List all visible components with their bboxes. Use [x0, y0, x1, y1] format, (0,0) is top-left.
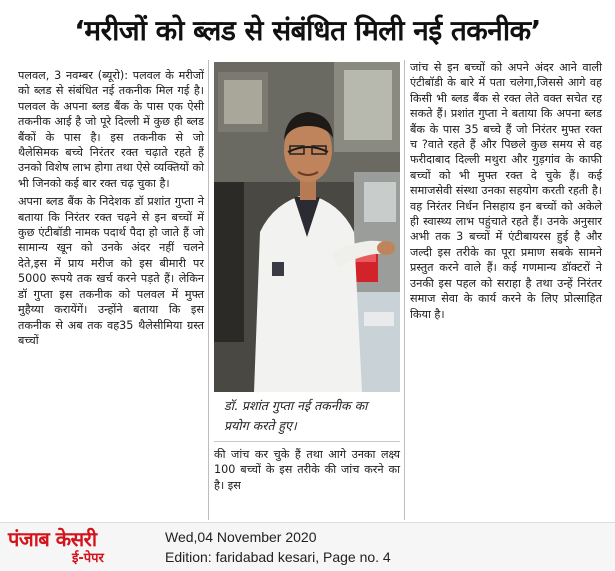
article-paragraph: जांच से इन बच्चों को अपने अंदर आने वाली एंटीबॉडी के बारे में पता चलेगा,जिससे आगे वह किसी भी ब्लड बैंक से रक्त लेते वक्त सचेत रह सकते हैं। प्रशांत गुप्ता ने बताया कि अपना ब्लड बैंक के पास 35 बच्चे हैं जो निरंतर मुफ्त रक्त च ?वाते रहते हैं और पिछले कुछ समय से वह फरीदाबाद दिल्ली मथुरा और गुड़गांव के काफी बच्चों को भी मुफ्त रक्त दे चुके हैं। कई समाजसेवी संस्था उनका सहयोग करती रहती है। वह निरंतर निर्धन निसहाय इन बच्चों को अकेले ही स्वास्थ्य लाभ पहुंचाते रहते हैं। उनके अनुसार अभी तक 3 बच्चों में एंटीबायरस हुई है और जल्दी इस तरीके का पूरा प्रमाण सबके सामने प्रस्तुत करने वाले हैं। कई गणमान्य डॉक्टरों ने उनकी इस पहल को सराहा है तथा उन्हें निरंतर समाज सेवा के कार्य करने के लिए प्रोत्साहित किया है।: [410, 61, 602, 321]
column-divider: [404, 60, 405, 520]
article-column-right: [410, 60, 602, 322]
logo-text: पंजाब केसरी: [8, 527, 97, 551]
epaper-footer: [0, 522, 615, 571]
photo-caption: डॉ. प्रशांत गुप्ता नई तकनीक का प्रयोग करते हुए।: [214, 392, 400, 442]
article-paragraph: की जांच कर चुके हैं तथा आगे उनका लक्ष्य 100 बच्चों के इस तरीके की जांच करने का है। इस: [214, 448, 400, 492]
article-column-left: [18, 68, 204, 348]
doctor-photo-illustration: [214, 62, 400, 392]
edition-info: Edition: faridabad kesari, Page no. 4: [165, 549, 391, 565]
article-paragraph: अपना ब्लड बैंक के निदेशक डॉ प्रशांत गुप्ता ने बताया कि निरंतर रक्त चढ़ने से इन बच्चों में कुछ एंटीबॉडी नामक पदार्थ पैदा हो जाते हैं जो सामान्य खून को उनके अंदर नहीं चलने देते,इस में प्राय मरीज को इस बीमारी पर 5000 रूपये तक खर्च करने पड़ते हैं। लेकिन डॉ गुप्ता इस तकनीक को पलवल में मुफ्त मुहैय्या करायेंगें। उन्होंने बताया कि इस तकनीक से अब तक वह35 थैलेसीमिया ग्रस्त बच्चों: [18, 195, 204, 347]
logo-subtext: ई-पेपर: [72, 551, 104, 566]
newspaper-logo[interactable]: [8, 527, 158, 569]
publication-date: Wed,04 November 2020: [165, 529, 317, 545]
article-paragraph: पलवल, 3 नवम्बर (ब्यूरो): पलवल के मरीजों को ब्लड से संबंधित नई तकनीक मिल गई है। पलवल के अपना ब्लड बैंक के पास एक ऐसी तकनीक आई है जो पूरे दिल्ली में कुछ ही ब्लड बैंकों के पास है। इस तकनीक से जो थैलेसिमक बच्चे निरंतर रक्त चढ़ाते रहते हैं उनको विशेष लाभ होगा तथा ऐसे व्यक्तियों को भी जिनको कई बार रक्त चढ़ चुका है।: [18, 69, 204, 190]
article-photo: [214, 62, 400, 392]
article-column-middle: [214, 447, 400, 493]
headline: ‘मरीजों को ब्लड से संबंधित मिली नई तकनीक’: [74, 14, 541, 47]
column-divider: [208, 60, 209, 520]
